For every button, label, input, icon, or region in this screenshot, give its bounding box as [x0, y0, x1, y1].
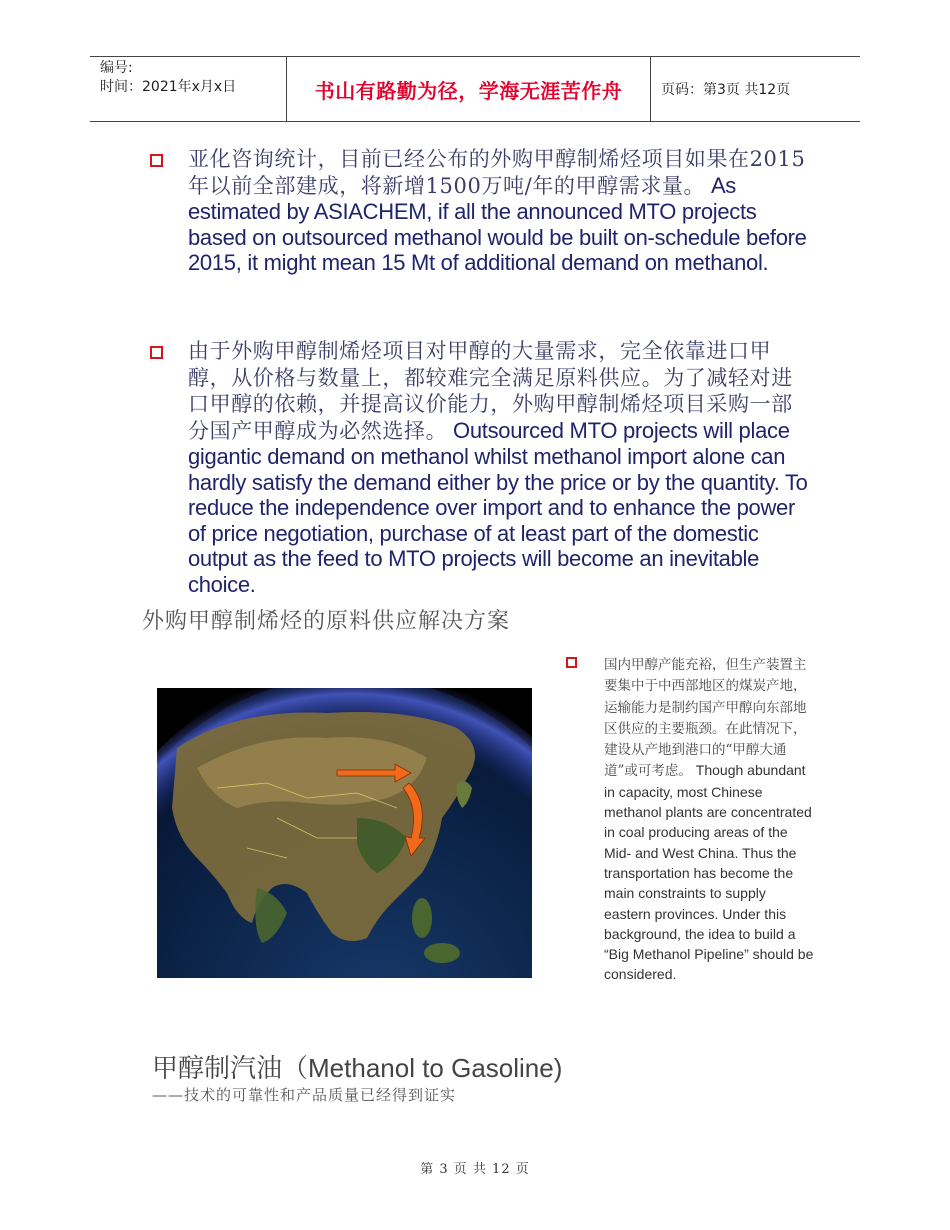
bullet-2-english: Outsourced MTO projects will place gigantic demand on methanol whilst methanol import alone can hardly satisfy the demand either by the price or by the quantity. To reduce the independence over import and to enhance the power of price negotiation, purchase of at least part of the domestic output as the feed to MTO projects will become an inevitable choice. — [188, 417, 808, 597]
globe-illustration — [157, 688, 532, 978]
bullet-item-2 — [150, 338, 810, 597]
section-title: 外购甲醇制烯烃的原料供应解决方案 — [142, 609, 511, 634]
bullet-1-chinese: 亚化咨询统计，目前已经公布的外购甲醇制烯烃项目如果在2015年以前全部建成，将新增1500万吨/年的甲醇需求量。 — [188, 147, 806, 198]
header-meta — [90, 57, 287, 121]
page-header — [90, 56, 860, 122]
bullet-2-chinese: 由于外购甲醇制烯烃项目对甲醇的大量需求，完全依靠进口甲醇，从价格与数量上，都较难完全满足原料供应。为了减轻对进口甲醇的依赖，并提高议价能力，外购甲醇制烯烃项目采购一部分国产甲醇成为必然选择。 — [188, 339, 793, 443]
east-asia-globe-map-image — [157, 688, 532, 978]
mtg-subtitle: ——技术的可靠性和产品质量已经得到证实 — [152, 1086, 457, 1104]
side-note-chinese: 国内甲醇产能充裕，但生产装置主要集中于中西部地区的煤炭产地，运输能力是制约国产甲醇向东部地区供应的主要瓶颈。在此情况下，建设从产地到港口的“甲醇大通道”或可考虑。 — [604, 657, 807, 780]
mtg-title — [152, 1048, 562, 1085]
mtg-title-chinese: 甲醇制汽油（ — [152, 1054, 309, 1084]
side-note-checkbox-icon — [566, 657, 577, 668]
bullet-checkbox-icon — [150, 346, 163, 359]
side-note-english: Though abundant in capacity, most Chinese methanol plants are concentrated in coal producing areas of the Mid- and West China. Thus the transportation has become the main constraints to supply eastern provinces. Under this background, the idea to build a “Big Methanol Pipeline” should be considered. — [604, 762, 814, 983]
doc-number-label: 编号: — [100, 60, 133, 76]
page-footer: 第 3 页 共 12 页 — [420, 1162, 530, 1177]
bullet-paragraph-2 — [188, 338, 810, 597]
bullet-item-1 — [150, 146, 810, 276]
mtg-title-english: Methanol to Gasoline) — [308, 1053, 563, 1083]
side-note-text — [604, 654, 816, 985]
bullet-paragraph-1 — [188, 146, 810, 276]
header-motto: 书山有路勤为径，学海无涯苦作舟 — [287, 57, 651, 121]
doc-time-label: 时间：2021年x月x日 — [100, 79, 237, 95]
bullet-1-english: As estimated by ASIACHEM, if all the announced MTO projects based on outsourced methanol would be built on-schedule before 2015, it might mean 15 Mt of additional demand on methanol. — [188, 172, 807, 275]
side-note — [566, 654, 816, 985]
header-page-label: 页码：第3页 共12页 — [661, 82, 791, 98]
bullet-checkbox-icon — [150, 154, 163, 167]
